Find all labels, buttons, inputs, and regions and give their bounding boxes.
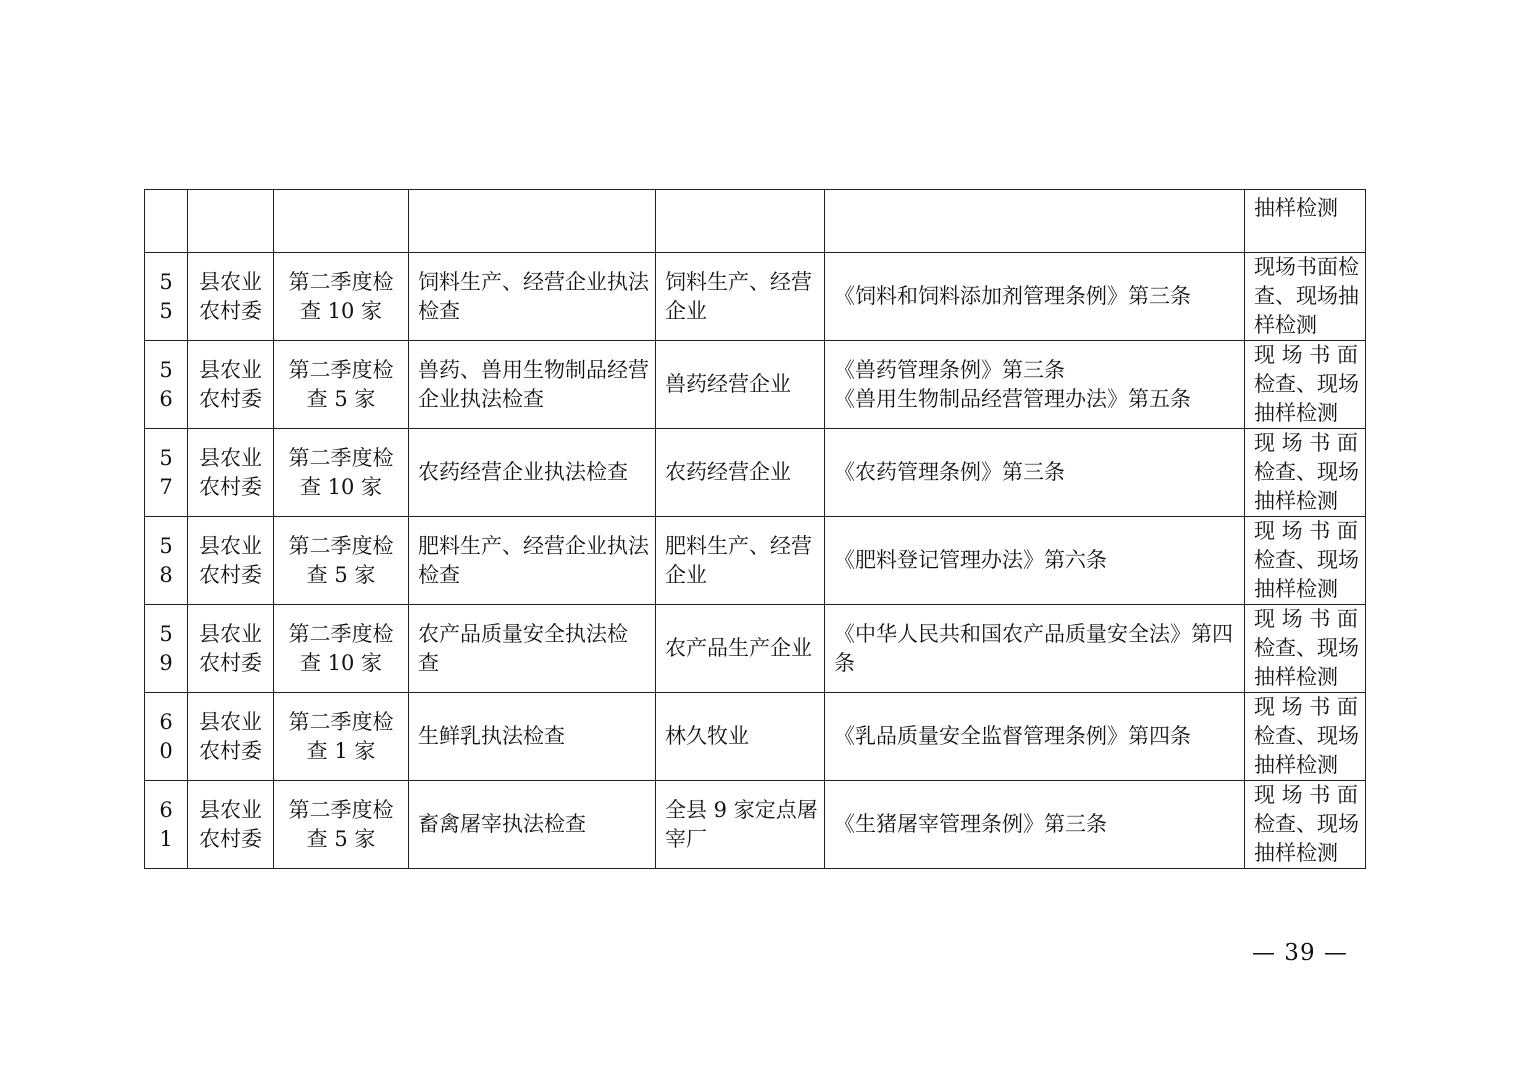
cell-method [1245, 605, 1366, 693]
cell-target [656, 190, 825, 253]
cell-dept-line: 农村委 [199, 474, 262, 499]
cell-method-line: 检查、现场 [1254, 548, 1359, 572]
cell-basis-line: 《兽用生物制品经营管理办法》第五条 [834, 386, 1191, 411]
cell-method-line: 抽样检测 [1254, 841, 1338, 865]
cell-num: 61 [145, 781, 188, 869]
cell-plan-line: 第二季度检 [288, 269, 394, 294]
cell-dept [188, 190, 274, 253]
cell-target [656, 429, 825, 517]
cell-num: 60 [145, 693, 188, 781]
cell-target-line: 肥料生产、经营 [665, 533, 812, 558]
cell-target [656, 341, 825, 429]
cell-basis-line: 《生猪屠宰管理条例》第三条 [834, 812, 1107, 836]
inspection-table [144, 189, 1366, 869]
cell-dept-line: 农村委 [199, 650, 262, 675]
cell-target [656, 693, 825, 781]
cell-basis [825, 605, 1245, 693]
cell-item-line: 查 [418, 650, 439, 675]
cell-plan-line: 查 10 家 [299, 474, 383, 499]
cell-num: 59 [145, 605, 188, 693]
cell-plan [274, 517, 409, 605]
cell-dept-line: 县农业 [199, 533, 262, 558]
cell-plan-line: 第二季度检 [288, 357, 394, 382]
cell-target-line: 企业 [665, 298, 707, 323]
cell-basis [825, 429, 1245, 517]
cell-method [1245, 781, 1366, 869]
table-row-continued [145, 190, 1366, 253]
cell-item [409, 605, 656, 693]
cell-method-line: 检查、现场 [1254, 636, 1359, 660]
cell-method-line: 检查、现场 [1254, 460, 1359, 484]
cell-basis-line: 《饲料和饲料添加剂管理条例》第三条 [834, 284, 1191, 308]
cell-method-line: 检查、现场 [1254, 372, 1359, 396]
cell-method-line: 现 场 书 面 [1254, 431, 1359, 455]
cell-method-line: 检查、现场 [1254, 724, 1359, 748]
cell-item-line: 肥料生产、经营企业执法 [418, 533, 649, 558]
cell-item [409, 781, 656, 869]
cell-basis-line: 条 [834, 650, 855, 675]
cell-item [409, 693, 656, 781]
cell-basis-line: 《中华人民共和国农产品质量安全法》第四 [834, 621, 1233, 646]
cell-item [409, 190, 656, 253]
table-row [145, 517, 1366, 605]
cell-basis-line: 《农药管理条例》第三条 [834, 460, 1065, 484]
cell-item-line: 畜禽屠宰执法检查 [418, 812, 586, 836]
cell-plan [274, 781, 409, 869]
cell-item [409, 341, 656, 429]
cell-dept-line: 农村委 [199, 562, 262, 587]
cell-plan [274, 693, 409, 781]
cell-method-line: 现场书面检 [1254, 255, 1359, 279]
cell-basis [825, 517, 1245, 605]
cell-item-line: 兽药、兽用生物制品经营 [418, 357, 649, 382]
cell-method-line: 现 场 书 面 [1254, 519, 1359, 543]
cell-plan-line: 查 5 家 [306, 826, 376, 851]
cell-basis [825, 190, 1245, 253]
cell-dept [188, 341, 274, 429]
cell-item [409, 429, 656, 517]
cell-num: 55 [145, 253, 188, 341]
cell-basis [825, 253, 1245, 341]
cell-method-line: 样检测 [1254, 313, 1317, 337]
cell-dept-line: 县农业 [199, 445, 262, 470]
cell-plan-line: 查 10 家 [299, 298, 383, 323]
table-body [145, 190, 1366, 869]
cell-dept-line: 农村委 [199, 298, 262, 323]
cell-method-line: 现 场 书 面 [1254, 695, 1359, 719]
cell-method [1245, 341, 1366, 429]
table-row [145, 253, 1366, 341]
cell-method-line: 抽样检测 [1254, 196, 1338, 220]
cell-dept [188, 693, 274, 781]
cell-method [1245, 429, 1366, 517]
cell-plan [274, 605, 409, 693]
cell-basis [825, 693, 1245, 781]
cell-target-line: 兽药经营企业 [665, 372, 791, 396]
cell-plan-line: 查 5 家 [306, 386, 376, 411]
cell-plan-line: 第二季度检 [288, 797, 394, 822]
cell-num [145, 190, 188, 253]
cell-plan-line: 查 10 家 [299, 650, 383, 675]
cell-item-line: 饲料生产、经营企业执法 [418, 269, 649, 294]
cell-item-line: 检查 [418, 562, 460, 587]
cell-item [409, 253, 656, 341]
cell-method [1245, 517, 1366, 605]
cell-basis-line: 《兽药管理条例》第三条 [834, 357, 1065, 382]
cell-method-line: 抽样检测 [1254, 577, 1338, 601]
cell-dept [188, 253, 274, 341]
cell-item-line: 生鲜乳执法检查 [418, 724, 565, 748]
cell-method-line: 现 场 书 面 [1254, 607, 1359, 631]
cell-item [409, 517, 656, 605]
cell-dept-line: 县农业 [199, 357, 262, 382]
cell-plan-line: 第二季度检 [288, 445, 394, 470]
cell-plan [274, 429, 409, 517]
cell-dept-line: 县农业 [199, 269, 262, 294]
cell-method-line: 检查、现场 [1254, 812, 1359, 836]
cell-num: 58 [145, 517, 188, 605]
cell-plan-line: 查 1 家 [306, 738, 376, 763]
cell-target-line: 林久牧业 [665, 724, 749, 748]
cell-dept-line: 农村委 [199, 386, 262, 411]
cell-item-line: 企业执法检查 [418, 386, 544, 411]
cell-item-line: 农药经营企业执法检查 [418, 460, 628, 484]
table-row [145, 781, 1366, 869]
cell-method-line: 抽样检测 [1254, 665, 1338, 689]
cell-target-line: 企业 [665, 562, 707, 587]
table-row [145, 693, 1366, 781]
cell-basis [825, 341, 1245, 429]
cell-basis-line: 《肥料登记管理办法》第六条 [834, 548, 1107, 572]
cell-plan-line: 查 5 家 [306, 562, 376, 587]
page-number: — 39 — [1252, 940, 1348, 966]
cell-method [1245, 253, 1366, 341]
table-row [145, 429, 1366, 517]
cell-dept-line: 农村委 [199, 738, 262, 763]
cell-target-line: 农药经营企业 [665, 460, 791, 484]
cell-plan-line: 第二季度检 [288, 709, 394, 734]
cell-method-line: 抽样检测 [1254, 401, 1338, 425]
cell-item-line: 农产品质量安全执法检 [418, 621, 628, 646]
cell-plan-line: 第二季度检 [288, 533, 394, 558]
cell-dept [188, 781, 274, 869]
cell-target-line: 饲料生产、经营 [665, 269, 812, 294]
cell-plan-line: 第二季度检 [288, 621, 394, 646]
cell-target [656, 781, 825, 869]
cell-method [1245, 693, 1366, 781]
cell-dept [188, 429, 274, 517]
cell-plan [274, 341, 409, 429]
cell-method-line: 抽样检测 [1254, 489, 1338, 513]
cell-dept-line: 县农业 [199, 797, 262, 822]
cell-method-line: 现 场 书 面 [1254, 343, 1359, 367]
cell-target-line: 宰厂 [665, 826, 707, 851]
cell-method-line: 查、现场抽 [1254, 284, 1359, 308]
cell-dept-line: 县农业 [199, 621, 262, 646]
cell-dept [188, 605, 274, 693]
cell-num: 56 [145, 341, 188, 429]
cell-plan [274, 253, 409, 341]
cell-method-line: 现 场 书 面 [1254, 783, 1359, 807]
cell-target-line: 全县 9 家定点屠 [665, 797, 818, 822]
cell-dept-line: 县农业 [199, 709, 262, 734]
table-row [145, 605, 1366, 693]
cell-method-line: 抽样检测 [1254, 753, 1338, 777]
cell-dept [188, 517, 274, 605]
cell-plan [274, 190, 409, 253]
cell-method [1245, 190, 1366, 253]
table-row [145, 341, 1366, 429]
cell-basis [825, 781, 1245, 869]
cell-num: 57 [145, 429, 188, 517]
cell-basis-line: 《乳品质量安全监督管理条例》第四条 [834, 724, 1191, 748]
cell-target [656, 253, 825, 341]
cell-item-line: 检查 [418, 298, 460, 323]
cell-target [656, 517, 825, 605]
cell-target [656, 605, 825, 693]
cell-target-line: 农产品生产企业 [665, 636, 812, 660]
cell-dept-line: 农村委 [199, 826, 262, 851]
